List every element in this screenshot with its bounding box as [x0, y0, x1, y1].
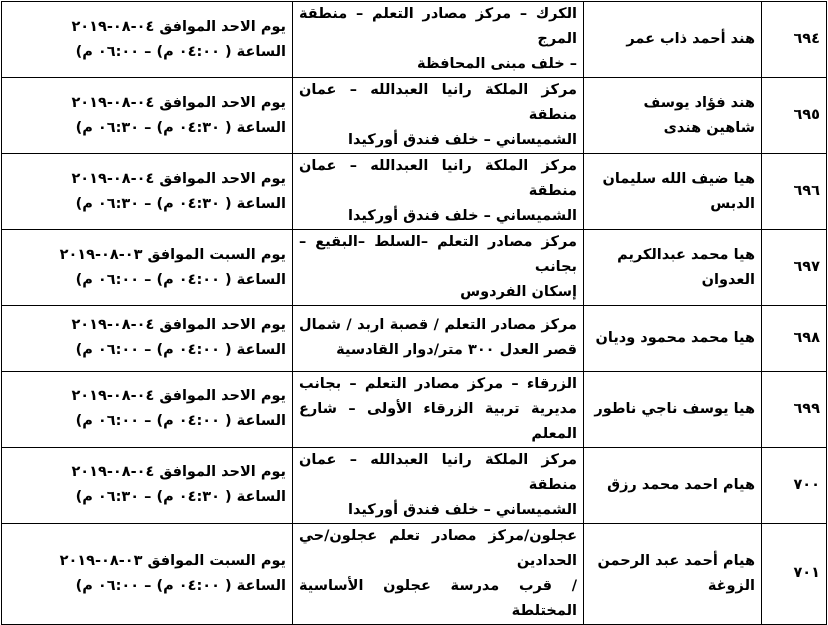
location-cell	[293, 2, 584, 78]
location-line: إسكان الفردوس	[460, 284, 577, 300]
location-line: الشميساني – خلف فندق أوركيدا	[348, 208, 577, 224]
location-line: الكرك – مركز مصادر التعلم – منطقة المرج	[299, 6, 577, 47]
row-number: ٦٩٥	[762, 78, 827, 154]
row-number: ٧٠٠	[762, 447, 827, 523]
location-cell	[293, 447, 584, 523]
date-cell	[2, 154, 293, 230]
row-number: ٧٠١	[762, 523, 827, 624]
location-line: – خلف مبنى المحافظة	[417, 56, 577, 72]
row-number: ٦٩٩	[762, 371, 827, 447]
location-line: قصر العدل ٣٠٠ متر/دوار القادسية	[336, 342, 577, 359]
location-line: الزرقاء – مركز مصادر التعلم – بجانب	[299, 375, 577, 392]
time-line: الساعة ( ٠٤:٣٠ م) – ٠٦:٣٠ م)	[75, 119, 286, 136]
location-cell	[293, 78, 584, 154]
table-row	[2, 78, 827, 154]
table-row	[2, 154, 827, 230]
location-line: الشميساني – خلف فندق أوركيدا	[348, 501, 577, 518]
location-cell	[293, 306, 584, 372]
table-row	[2, 306, 827, 372]
row-number: ٦٩٤	[762, 2, 827, 78]
location-line: مركز مصادر التعلم –السلط –البقيع –بجانب	[299, 234, 577, 275]
person-name: هيام أحمد عبد الرحمن الزوغة	[584, 523, 762, 624]
table-row	[2, 523, 827, 624]
date-line: يوم السبت الموافق ٠٣-٠٨-٢٠١٩	[59, 552, 286, 569]
location-cell	[293, 371, 584, 447]
location-cell	[293, 154, 584, 230]
time-line: الساعة ( ٠٤:٠٠ م) – ٠٦:٠٠ م)	[75, 577, 286, 594]
time-line: الساعة ( ٠٤:٠٠ م) – ٠٦:٠٠ م)	[75, 413, 286, 429]
location-line: الشميساني – خلف فندق أوركيدا	[348, 132, 577, 148]
date-cell	[2, 523, 293, 624]
row-number: ٦٩٦	[762, 154, 827, 230]
row-number: ٦٩٨	[762, 306, 827, 372]
date-line: يوم السبت الموافق ٠٣-٠٨-٢٠١٩	[59, 246, 286, 263]
row-number: ٦٩٧	[762, 230, 827, 306]
schedule-table	[1, 1, 827, 625]
date-line: يوم الاحد الموافق ٠٤-٠٨-٢٠١٩	[71, 94, 286, 111]
location-line: مركز الملكة رانيا العبدالله – عمان منطقة	[299, 158, 577, 199]
date-line: يوم الاحد الموافق ٠٤-٠٨-٢٠١٩	[71, 388, 286, 404]
table-row	[2, 2, 827, 78]
person-name: هيام احمد محمد رزق	[584, 447, 762, 523]
time-line: الساعة ( ٠٤:٠٠ م) – ٠٦:٠٠ م)	[75, 342, 286, 359]
date-line: يوم الاحد الموافق ٠٤-٠٨-٢٠١٩	[71, 464, 286, 480]
table-row	[2, 447, 827, 523]
location-line: / قرب مدرسة عجلون الأساسية المختلطة	[299, 577, 577, 619]
date-cell	[2, 371, 293, 447]
person-name: هند أحمد ذاب عمر	[584, 2, 762, 78]
date-cell	[2, 2, 293, 78]
date-line: يوم الاحد الموافق ٠٤-٠٨-٢٠١٩	[71, 317, 286, 334]
date-line: يوم الاحد الموافق ٠٤-٠٨-٢٠١٩	[71, 18, 286, 35]
schedule-table-body	[2, 2, 827, 625]
time-line: الساعة ( ٠٤:٣٠ م) – ٠٦:٣٠ م)	[75, 195, 286, 212]
date-line: يوم الاحد الموافق ٠٤-٠٨-٢٠١٩	[71, 170, 286, 187]
location-line: مركز الملكة رانيا العبدالله – عمان منطقة	[299, 451, 577, 493]
person-name: هيا ضيف الله سليمان الدبس	[584, 154, 762, 230]
table-row	[2, 230, 827, 306]
date-cell	[2, 306, 293, 372]
time-line: الساعة ( ٠٤:٠٠ م) – ٠٦:٠٠ م)	[75, 43, 286, 60]
location-line: عجلون/مركز مصادر تعلم عجلون/حي الحدادين	[299, 527, 577, 569]
date-cell	[2, 447, 293, 523]
person-name: هيا محمد محمود وديان	[584, 306, 762, 372]
time-line: الساعة ( ٠٤:٣٠ م) – ٠٦:٣٠ م)	[75, 489, 286, 505]
location-line: مديرية تربية الزرقاء الأولى – شارع المعلم	[299, 400, 577, 442]
time-line: الساعة ( ٠٤:٠٠ م) – ٠٦:٠٠ م)	[75, 271, 286, 288]
person-name: هيا محمد عبدالكريم العدوان	[584, 230, 762, 306]
location-line: مركز مصادر التعلم / قصبة اربد / شمال	[299, 317, 577, 334]
date-cell	[2, 78, 293, 154]
location-cell	[293, 230, 584, 306]
date-cell	[2, 230, 293, 306]
location-line: مركز الملكة رانيا العبدالله – عمان منطقة	[299, 82, 577, 123]
table-row	[2, 371, 827, 447]
location-cell	[293, 523, 584, 624]
person-name: هيا يوسف ناجي ناطور	[584, 371, 762, 447]
person-name: هند فؤاد يوسف شاهين هندى	[584, 78, 762, 154]
